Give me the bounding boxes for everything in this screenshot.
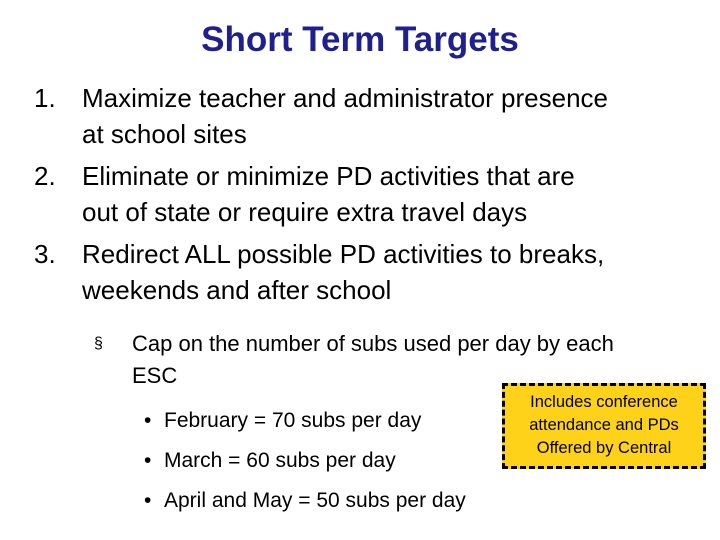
slide-title: Short Term Targets xyxy=(201,20,519,59)
callout-line: Offered by Central xyxy=(536,439,672,457)
bullet-dot-icon: • xyxy=(144,449,152,472)
numbered-list xyxy=(34,80,694,314)
list-text-line: out of state or require extra travel days xyxy=(82,197,528,227)
sub-point xyxy=(144,446,396,476)
sub-point-text: March = 60 subs per day xyxy=(164,449,396,472)
bullet-dot-icon: • xyxy=(144,489,152,512)
list-number: 3. xyxy=(34,239,56,269)
bullet-dot-icon: • xyxy=(144,409,152,432)
list-item xyxy=(34,158,694,230)
sub-point xyxy=(144,406,421,436)
sub-bullet-line: ESC xyxy=(132,363,178,388)
square-bullet-icon: § xyxy=(94,335,103,352)
callout-line: attendance and PDs xyxy=(529,416,679,434)
sub-point-text: February = 70 subs per day xyxy=(164,409,422,432)
list-text-line: at school sites xyxy=(82,119,247,149)
sub-point-text: April and May = 50 subs per day xyxy=(164,489,466,512)
callout-box xyxy=(502,383,706,469)
list-text-line: Maximize teacher and administrator presence xyxy=(82,83,609,113)
sub-bullet-line: Cap on the number of subs used per day by each xyxy=(132,331,614,356)
sub-point xyxy=(144,486,466,516)
list-item xyxy=(34,236,694,308)
list-number: 2. xyxy=(34,161,56,191)
list-text-line: Eliminate or minimize PD activities that are xyxy=(82,161,575,191)
list-text-line: weekends and after school xyxy=(82,275,392,305)
list-number: 1. xyxy=(34,83,56,113)
list-text-line: Redirect ALL possible PD activities to breaks, xyxy=(82,239,605,269)
list-item xyxy=(34,80,694,152)
callout-line: Includes conference xyxy=(530,393,678,411)
